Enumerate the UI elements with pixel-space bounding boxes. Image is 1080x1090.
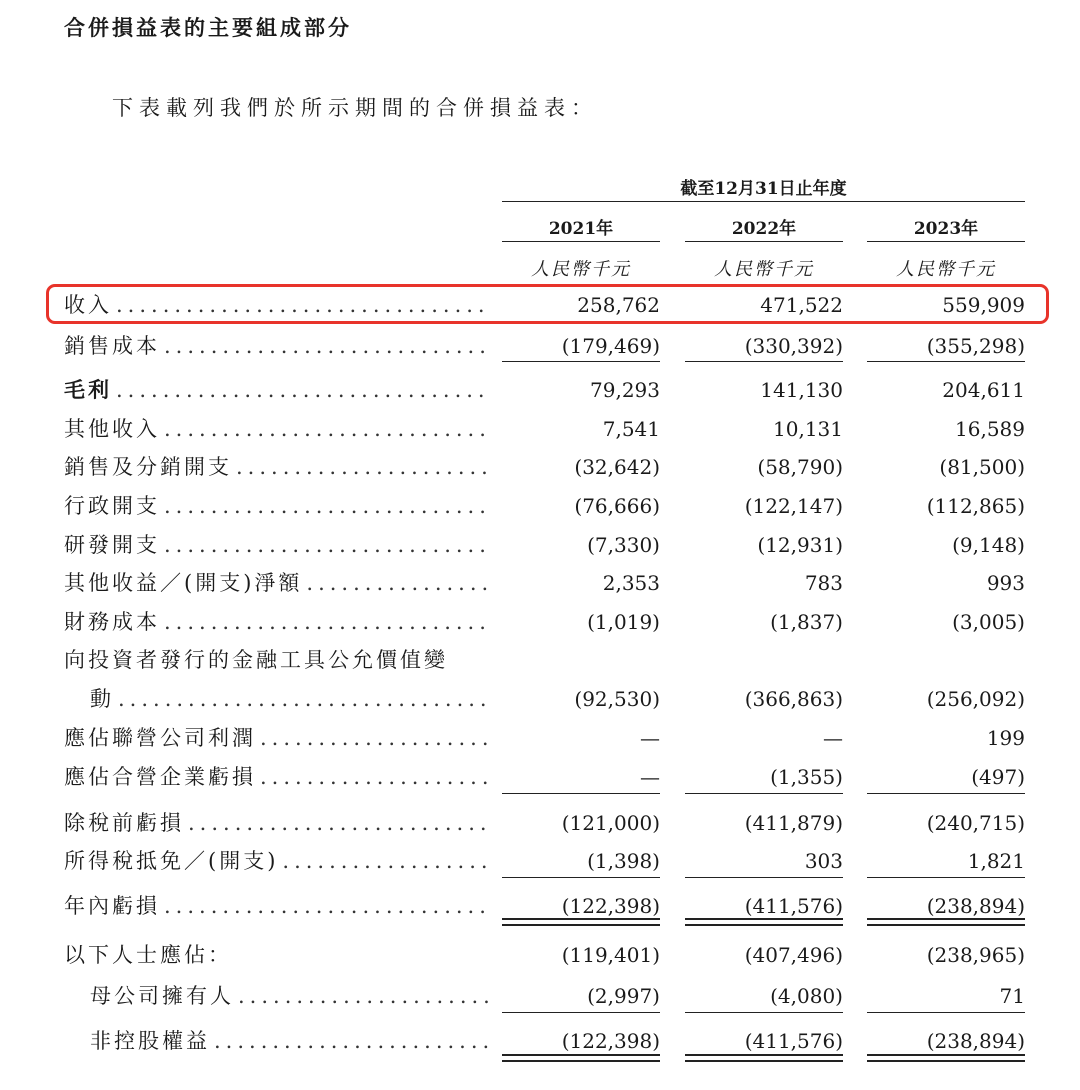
value-2022: (12,931) [757,533,843,557]
value-2022: (411,576) [744,894,843,918]
value-2023: (112,865) [926,494,1025,518]
total-double-rule [685,918,843,926]
table-row [0,645,1080,679]
value-2023: (355,298) [926,334,1025,358]
table-row [0,568,1080,602]
subtotal-rule [867,877,1025,878]
row-label: 財務成本 ..... [64,607,490,637]
value-2023: 993 [986,571,1025,595]
value-2021: 258,762 [577,293,660,317]
subtotal-rule [502,793,660,794]
year-underline [867,241,1025,242]
value-2022: (122,147) [744,494,843,518]
value-2023: 1,821 [967,849,1025,873]
table-row [0,846,1080,880]
value-2021: (119,401) [561,943,660,967]
subtotal-rule [685,361,843,362]
period-underline [502,201,1025,202]
value-2022: (58,790) [757,455,843,479]
value-2022: 141,130 [760,378,843,402]
value-2022: (330,392) [744,334,843,358]
value-2022: (407,496) [744,943,843,967]
value-2023: 204,611 [942,378,1025,402]
table-row [0,684,1080,718]
subtotal-rule [685,793,843,794]
total-double-rule [867,1054,1025,1062]
value-2022: 471,522 [760,293,843,317]
year-header-2022: 2022年 [731,219,797,239]
table-row [0,452,1080,486]
revenue-highlight-box [46,284,1049,324]
year-underline [502,241,660,242]
value-2022: (1,837) [770,610,843,634]
table-row [0,762,1080,796]
value-2022: (411,576) [744,1029,843,1053]
table-row [0,981,1080,1015]
value-2022: (366,863) [744,687,843,711]
value-2023: (238,894) [926,894,1025,918]
table-row [0,723,1080,757]
table-row [0,414,1080,448]
row-label: 所得稅抵免／(開支) ..... [64,846,490,876]
year-underline [685,241,843,242]
table-row [0,375,1080,409]
value-2023: (256,092) [926,687,1025,711]
value-2023: 199 [986,726,1025,750]
value-2021: 7,541 [602,417,660,441]
period-header: 截至12月31日止年度 [680,179,847,199]
value-2021: (122,398) [561,1029,660,1053]
value-2021: — [640,765,660,789]
value-2023: (9,148) [952,533,1025,557]
total-double-rule [502,1054,660,1062]
value-2023: (497) [971,765,1025,789]
row-label: 行政開支 ..... [64,491,490,521]
value-2021: (92,530) [574,687,660,711]
table-row [0,331,1080,365]
value-2021: — [640,726,660,750]
unit-label: 人民幣千元 [714,259,814,280]
row-label: 銷售成本 ..... [64,331,490,361]
value-2021: (2,997) [587,984,660,1008]
row-label: 除稅前虧損 ..... [64,808,490,838]
row-label: 年內虧損 ..... [64,891,490,921]
year-header-2023: 2023年 [913,219,979,239]
subtotal-rule [685,1012,843,1013]
value-2023: (81,500) [939,455,1025,479]
table-row [0,491,1080,525]
row-label: 其他收益／(開支)淨額 ..... [64,568,490,598]
total-double-rule [867,918,1025,926]
row-label: 以下人士應佔： [64,943,232,967]
value-2022: (4,080) [770,984,843,1008]
row-label: 非控股權益 ..... [90,1026,490,1056]
row-label: 應佔合營企業虧損 ..... [64,762,490,792]
value-2023: (238,965) [926,943,1025,967]
value-2022: 10,131 [773,417,843,441]
row-label: 毛利 ..... [64,375,490,405]
value-2021: 79,293 [590,378,660,402]
value-2023: (240,715) [926,811,1025,835]
subtotal-rule [867,361,1025,362]
subtotal-rule [685,877,843,878]
value-2021: (32,642) [574,455,660,479]
unit-label: 人民幣千元 [531,259,631,280]
value-2023: 559,909 [942,293,1025,317]
value-2022: — [823,726,843,750]
table-row [0,940,1080,974]
table-row [0,607,1080,641]
value-2022: 783 [804,571,843,595]
row-label: 母公司擁有人 ..... [90,981,490,1011]
subtotal-rule [502,1012,660,1013]
table-row [0,808,1080,842]
row-label: 研發開支 ..... [64,530,490,560]
row-label: 其他收入 ..... [64,414,490,444]
row-label: 向投資者發行的金融工具公允價值變 [64,648,448,672]
value-2022: (411,879) [744,811,843,835]
value-2023: (3,005) [952,610,1025,634]
section-heading: 合併損益表的主要組成部分 [64,15,352,40]
value-2021: (122,398) [561,894,660,918]
unit-label: 人民幣千元 [896,259,996,280]
row-label: 銷售及分銷開支 ..... [64,452,490,482]
total-double-rule [502,918,660,926]
subtotal-rule [867,793,1025,794]
value-2021: (7,330) [587,533,660,557]
row-label: 收入 ..... [64,290,490,320]
subtotal-rule [502,877,660,878]
value-2021: 2,353 [602,571,660,595]
value-2021: (121,000) [561,811,660,835]
value-2022: (1,355) [770,765,843,789]
intro-text: 下表載列我們於所示期間的合併損益表： [112,96,598,120]
table-row [0,530,1080,564]
value-2021: (1,398) [587,849,660,873]
subtotal-rule [502,361,660,362]
total-double-rule [685,1054,843,1062]
value-2023: (238,894) [926,1029,1025,1053]
value-2022: 303 [804,849,843,873]
value-2023: 71 [999,984,1025,1008]
value-2021: (1,019) [587,610,660,634]
value-2023: 16,589 [955,417,1025,441]
value-2021: (179,469) [561,334,660,358]
row-label-continued: 動 ..... [90,684,490,714]
value-2021: (76,666) [574,494,660,518]
subtotal-rule [867,1012,1025,1013]
row-label: 應佔聯營公司利潤 ..... [64,723,490,753]
year-header-2021: 2021年 [548,219,614,239]
